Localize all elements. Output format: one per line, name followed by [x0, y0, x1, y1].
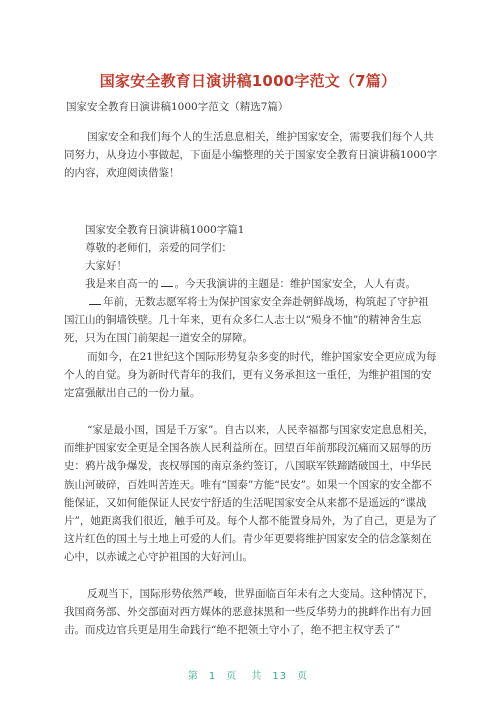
page-number: 1: [208, 671, 217, 682]
body-paragraph-2: 而如今，在21世纪这个国际形势复杂多变的时代，维护国家安全更应成为每个人的自觉。身为新时代青年的我们，更有义务承担这一重任，为维护祖国的安定富强献出自己的一份力量。: [64, 351, 437, 400]
page-label: 第: [187, 671, 199, 682]
document-subtitle: 国家安全教育日演讲稿1000字范文（精选7篇）: [66, 101, 289, 113]
page-unit: 页: [226, 671, 238, 682]
speaker-post-text: 。今天我演讲的主题是：维护国家安全，人人有责。: [174, 278, 416, 290]
body-paragraph-4: 反观当下，国际形势依然严峻，世界面临百年未有之大变局。这种情况下，我国商务部、外交部面对西方媒体的恶意抹黑和一些反华势力的挑衅作出有力回击。而戍边官兵更是用生命践行“绝不把领土守小了，绝不把主权守丢了”: [64, 588, 434, 637]
total-unit: 页: [297, 671, 309, 682]
body-paragraph-1: [64, 293, 438, 348]
section-heading: 国家安全教育日演讲稿1000字篇1: [85, 224, 245, 236]
total-label: 共: [251, 671, 263, 682]
document-title: 国家安全教育日演讲稿1000字范文（7篇）: [99, 72, 397, 90]
blank-underline: [161, 276, 173, 287]
intro-paragraph: 国家安全和我们每个人的生活息息相关，维护国家安全，需要我们每个人共同努力，从身边小事做起，下面是小编整理的关于国家安全教育日演讲稿1000字的内容，欢迎阅读借鉴！: [64, 131, 438, 180]
speaker-pre-text: 我是来自高一的: [85, 278, 159, 290]
body-paragraph-3: “家是最小国，国是千万家”。自古以来，人民幸福都与国家安定息息相关，而维护国家安全更是全国各族人民利益所在。回望百年前那段沉痛而又屈辱的历史：鸦片战争爆发，丧权辱国的南京条约签订，八国联军铁蹄踏破国土，中华民族山河破碎，百姓叫苦连天。唯有“国泰”方能“民安”。如果一个国家的安全都不能保证，又如何能保证人民安宁舒适的生活呢国家安全从来都不是遥远的“谍战片”，她距离我们很近，触手可及。每个人都不能置身局外，为了自己，更是为了这片红色的国土与土地上可爱的人们。青少年更要将维护国家安全的信念篆刻在心中，以赤诚之心守护祖国的大好河山。: [64, 424, 437, 564]
speaker-line: [64, 275, 459, 293]
greeting-line: 尊敬的老师们，亲爱的同学们：: [85, 242, 232, 254]
page-footer: [0, 667, 496, 682]
hello-line: 大家好！: [85, 260, 127, 272]
paragraph-1-text: 年前，无数志愿军将士为保护国家安全奔赴朝鲜战场，构筑起了守护祖国江山的铜墙铁壁。几十年来，更有众多仁人志士以“殒身不恤”的精神舍生忘死，只为在国门前架起一道安全的屏障。: [64, 296, 429, 345]
total-number: 13: [272, 671, 288, 682]
blank-underline: [89, 294, 101, 305]
